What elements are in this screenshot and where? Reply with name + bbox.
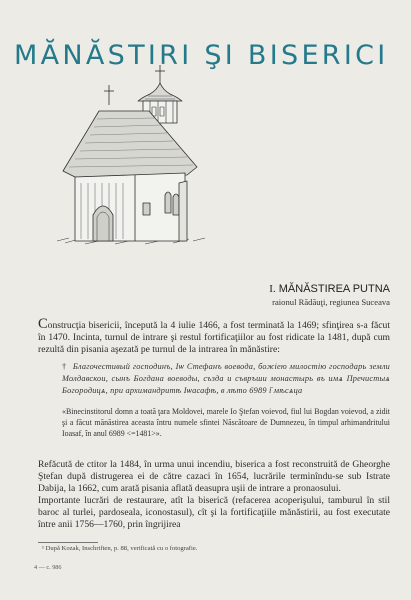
section-number: I. — [269, 283, 276, 295]
inscription-translation: «Binecinstitorul domn a toată ţara Moldovei, marele Io Ştefan voievod, fiul lui Bogdan voievod, a zidit şi a făcut mănăstirea aceasta întru numele sfintei Născătoare de Dumnezeu, în timpul arhimandritului Ioasaf, în anul 6989 <=1481>». — [62, 407, 390, 438]
buttress — [179, 181, 187, 241]
tower-cross — [155, 65, 165, 83]
folio-mark: 4 — c. 986 — [34, 564, 62, 571]
tower-dome — [138, 83, 182, 101]
section-heading — [200, 283, 390, 295]
small-cross — [104, 85, 114, 105]
drop-cap: C — [38, 316, 48, 332]
church-door — [93, 206, 113, 241]
paragraph-restoration: Importante lucrări de restaurare, atît la biserică (refacerea acoperişului, tamburul în stil baroc al turlei, pardoseala, iconostasul), cît şi la fortificaţiile mănăstirii, au fost executate între anii 1756—1760, prin îngrijirea — [38, 495, 390, 530]
footnote: ¹ După Kozak, Inschriften, p. 88, verificată cu o fotografie. — [42, 545, 198, 552]
slavonic-inscription — [62, 361, 390, 397]
inscription-text: Благочестивый господинъ, Іѡ Стефанъ воевода, божіею милостію господарь земли Молдавскои, сынъ Богдана воеводы, създа и съвръши монастырь въ имѧ Пречистыѧ Богородицѧ, при архимандритѣ Іѡасафѣ, в лѣто 6989 і҃ мѣсѧца — [62, 362, 390, 395]
page-title: MĂNĂSTIRI ŞI BISERICI — [14, 40, 389, 71]
footnote-rule — [38, 542, 98, 543]
church-window — [143, 203, 150, 215]
paragraph-rebuilt: Refăcută de ctitor la 1484, în urma unui incendiu, biserica a fost reconstruită de Gheorghe Ştefan după distrugerea ei de către cazaci în 1654, lucrările terminîndu-se sub Istrate Dabija, la 1662, cum arată pisania aflată deasupra uşii de intrare a pronaosului. — [38, 459, 390, 494]
apse-window — [165, 192, 171, 213]
paragraph-construction-text: onstrucţia bisericii, începută la 4 iulie 1466, a fost terminată la 1469; sfinţirea s-a făcut în 1470. Incinta, turnul de intrare şi restul fortificaţiilor au fost ridicate la 1481, după cum rezultă din pisania aşezată pe turnul de la intrarea în mănăstire: — [38, 320, 390, 355]
section-title: MĂNĂSTIREA PUTNA — [278, 283, 390, 295]
section-subtitle: raionul Rădăuţi, regiunea Suceava — [272, 297, 390, 307]
church-illustration — [55, 63, 215, 248]
inscription-cross-mark: † — [62, 362, 67, 371]
paragraph-construction — [38, 318, 390, 356]
